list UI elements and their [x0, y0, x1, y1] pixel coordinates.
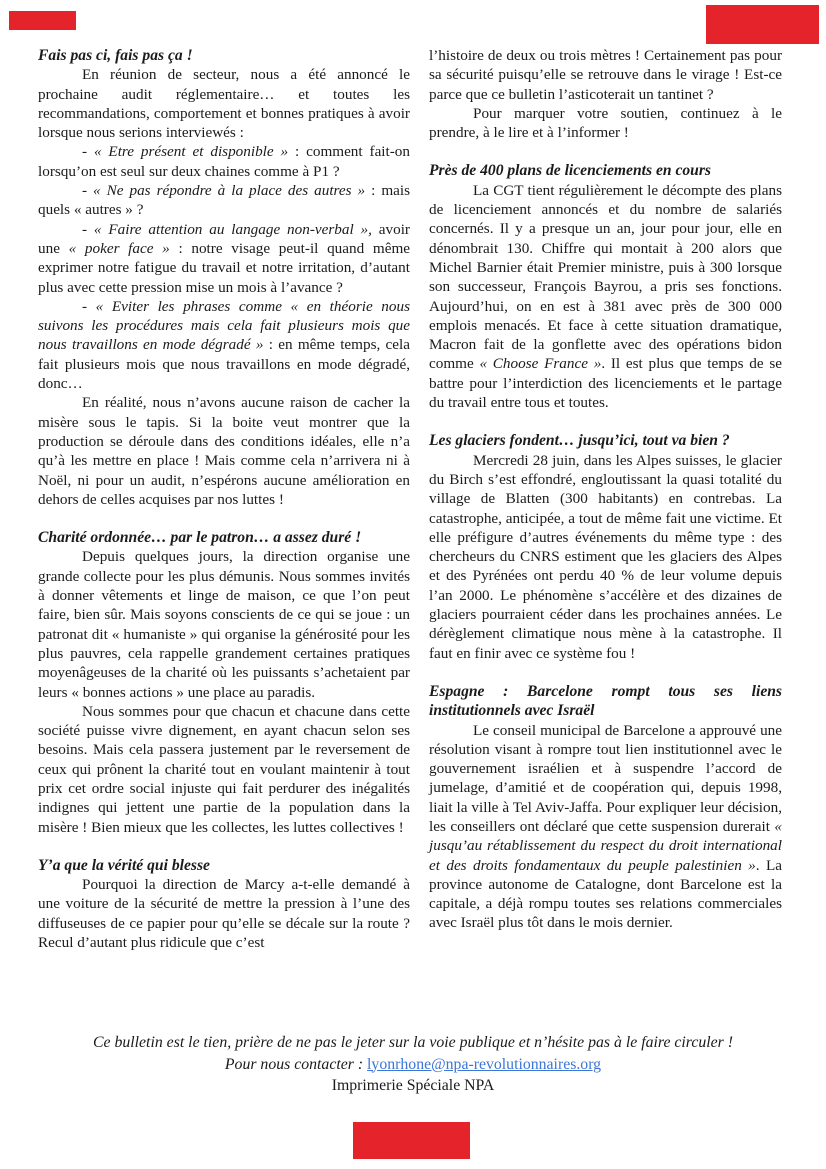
footer-contact-line	[0, 1054, 826, 1076]
italic-text: « Choose France »	[479, 355, 602, 373]
body-text: . Il est plus que temps de se battre pour l’interdiction des licenciements et le partage du travail entre tous et toutes.	[429, 355, 782, 412]
paragraph	[38, 547, 410, 701]
paragraph	[429, 451, 782, 663]
body-text: : notre visage peut-il quand même exprimer notre fatigue du travail et notre irritation, d’autant plus avec cette pression mise un mois à l’avance ?	[38, 239, 411, 296]
section-heading: Les glaciers fondent… jusqu’ici, tout va bien ?	[429, 432, 730, 450]
body-text: Le conseil municipal de Barcelone a approuvé une résolution visant à rompre tout lien institutionnel avec le gouvernement israélien et à suspendre l’accord de jumelage, d’amitié et de coopération qui, depuis 1998, liait la ville à Tel Aviv-Jaffa. Pour expliquer leur décision, les conseillers ont déclaré que cette suspension durerait	[429, 721, 782, 835]
italic-text: « jusqu’au rétablissement du respect du droit international et des droits fondamentaux du peuple palestinien »	[429, 817, 782, 874]
body-text: avoir une	[38, 220, 410, 257]
paragraph	[429, 721, 782, 933]
italic-text: « Etre présent et disponible »	[93, 143, 289, 161]
body-text: Mercredi 28 juin, dans les Alpes suisses, le glacier du Birch s’est effondré, engloutissant la quasi totalité du village de Blatten (300 habitants) en contrebas. La catastrophe, anticipée, a tout de même fait une victime. Et elle préfigure d’autres événements du même type : des chercheurs du CNRS estiment que les glaciers des Alpes et des Pyrénées ont perdu 40 % de leur volume depuis l’an 2000. Le phénomène s’accélère et des dizaines de glaciers pourraient céder dans les prochaines années. Le dérèglement climatique nous mène à la catastrophe. Il faut en finir avec ce système fou !	[429, 451, 782, 662]
paragraph	[429, 181, 782, 413]
body-text: La CGT tient régulièrement le décompte des plans de licenciement annoncés et du nombre de salariés concernés. Il y a presque un an, jour pour jour, elle en dénombrait 130. Chiffre qui montait à 200 alors que Michel Barnier était Premier ministre, puis à 300 lorsque son successeur, François Bayrou, a pris ses fonctions. Aujourd’hui, on en est à 381 avec près de 300 000 emplois menacés. Et face à cette situation dramatique, Macron fait de la gonflette avec des opérations bidon comme	[429, 181, 782, 373]
paragraph	[38, 65, 410, 142]
footer	[0, 1032, 826, 1097]
contact-email-link[interactable]: lyonrhone@npa-revolutionnaires.org	[367, 1055, 602, 1073]
body-text: Nous sommes pour que chacun et chacune dans cette société puisse vivre dignement, en ayant chacun selon ses besoins. Mais cela passera justement par le reversement de ceux qui prônent la charité tout en voulant maintenir à tout prix cet ordre social injuste qui fait perdurer des inégalités indignes qui jettent une partie de la population dans la misère ! Bien mieux que les collectes, les luttes collectives !	[38, 702, 410, 836]
paragraph	[38, 297, 410, 393]
body-text: : en même temps, cela fait plusieurs mois que nous travaillons en mode dégradé, donc…	[38, 336, 410, 393]
text-column-left	[38, 46, 410, 952]
body-text: En réalité, nous n’avons aucune raison de cacher la misère sous le tapis. Si la boite veut montrer que la production se déroule dans des conditions idéales, elle n’a qu’à les mettre en place ! Mais comme cela n’arrivera ni à Noël, ni pour un audit, n’espérons aucune amélioration en dehors de celles acquises par nos luttes !	[38, 394, 410, 508]
paragraph	[38, 702, 410, 837]
body-text: -	[82, 220, 94, 238]
redaction-box	[9, 11, 76, 30]
section-heading: Près de 400 plans de licenciements en cours	[429, 162, 711, 180]
body-text: Depuis quelques jours, la direction organise une grande collecte pour les plus démunis. Nous sommes invités à donner vêtements et linge de maison, ce que l’on peut faire, bien sûr. Mais soyons conscients de ce qui se joue : un patronat dit « humaniste » qui organise la générosité pour les plus pauvres, cela rappelle grandement certaines pratiques moyenâgeuses de la charité où les puissants s’achetaient par leurs « bonnes actions » une place au paradis.	[38, 548, 410, 701]
footer-contact-label: Pour nous contacter :	[224, 1055, 364, 1073]
italic-text: « Faire attention au langage non-verbal »,	[93, 220, 372, 238]
body-text: Pourquoi la direction de Marcy a-t-elle demandé à une voiture de la sécurité de mettre la pression à l’une des diffuseuses de ce papier pour qu’elle se décale sur la route ? Recul d’autant plus ridicule que c’est	[38, 876, 410, 952]
section-heading: Espagne : Barcelone rompt tous ses liens institutionnels avec Israël	[429, 682, 782, 720]
italic-text: « Ne pas répondre à la place des autres »	[93, 182, 366, 200]
paragraph	[38, 393, 410, 509]
body-text: : comment fait-on lorsqu’on est seul sur deux chaines comme à P1 ?	[38, 143, 410, 180]
body-text: En réunion de secteur, nous a été annoncé le prochaine audit réglementaire… et toutes les recommandations, comportement et bonnes pratiques à avoir lorsque nous serions interviewés :	[38, 66, 410, 142]
redaction-box	[706, 5, 819, 44]
body-text: : mais quels « autres » ?	[38, 182, 410, 219]
paragraph	[38, 220, 410, 297]
italic-text: « poker face »	[68, 239, 170, 257]
body-text: -	[82, 182, 94, 200]
paragraph	[38, 181, 410, 220]
body-text: l’histoire de deux ou trois mètres ! Certainement pas pour sa sécurité puisqu’elle se retrouve dans le virage ! Est-ce parce que ce bulletin l’asticoterait un tantinet ?	[429, 47, 782, 103]
paragraph	[429, 104, 782, 143]
paragraph	[38, 875, 410, 952]
body-text: . La province autonome de Catalogne, dont Barcelone est la capitale, a déjà rompu toutes ses relations commerciales avec Israël plus tôt dans le mois dernier.	[429, 856, 782, 932]
section-heading: Fais pas ci, fais pas ça !	[38, 47, 193, 64]
body-text: -	[82, 297, 96, 315]
footer-notice: Ce bulletin est le tien, prière de ne pas le jeter sur la voie publique et n’hésite pas à le faire circuler !	[92, 1034, 734, 1051]
italic-text: « Eviter les phrases comme « en théorie nous suivons les procédures mais cela fait plusieurs mois que nous travaillons en mode dégradé »	[38, 297, 410, 354]
section-heading: Y’a que la vérité qui blesse	[38, 856, 210, 874]
body-text: -	[82, 143, 94, 161]
body-text: Pour marquer votre soutien, continuez à le prendre, à le lire et à l’informer !	[429, 104, 782, 142]
text-column-right	[429, 46, 782, 952]
paragraph	[38, 142, 410, 181]
redaction-box	[353, 1122, 470, 1159]
footer-imprint: Imprimerie Spéciale NPA	[331, 1077, 495, 1094]
paragraph	[429, 46, 782, 104]
section-heading: Charité ordonnée… par le patron… a assez duré !	[38, 529, 362, 547]
